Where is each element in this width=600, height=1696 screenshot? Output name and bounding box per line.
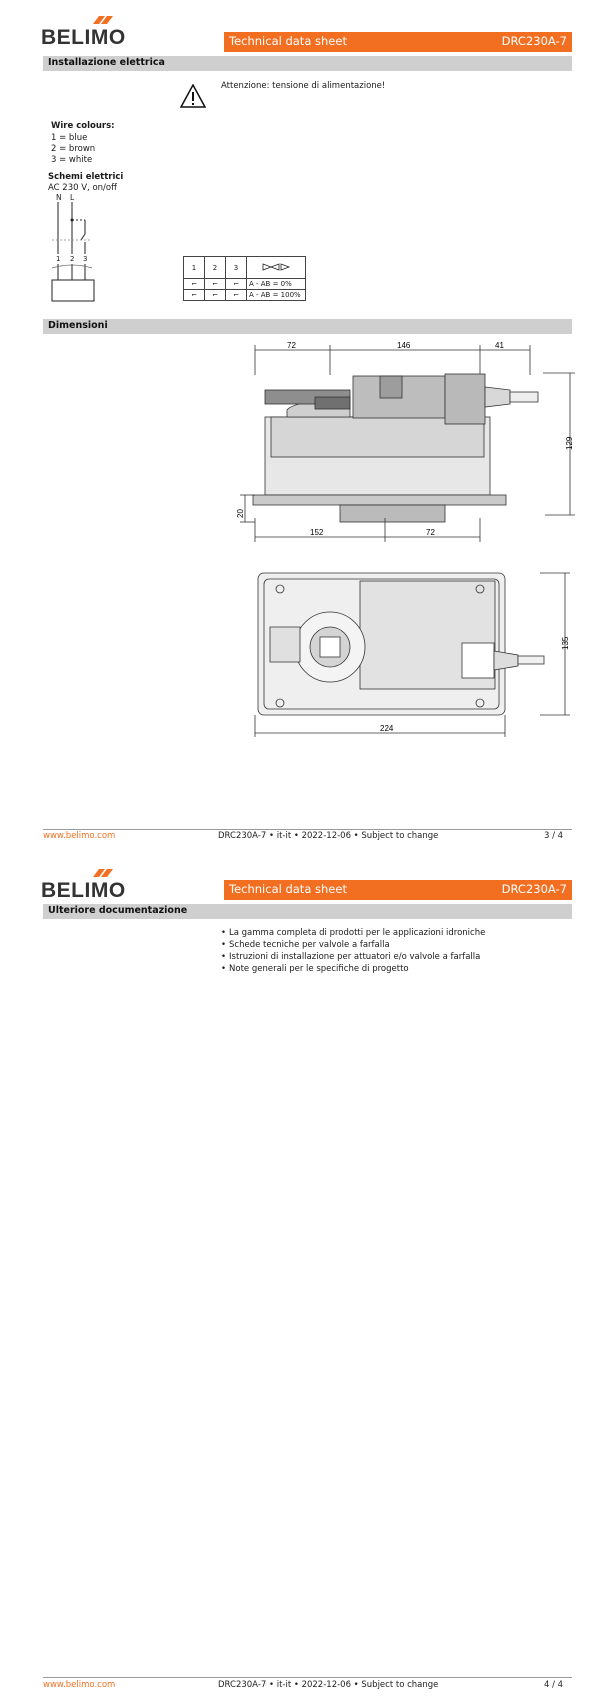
- valve-symbol-icon: [247, 257, 306, 279]
- dim-top-146: 146: [397, 341, 411, 350]
- terminal-l: L: [70, 193, 75, 202]
- switch-col-2: 2: [205, 257, 226, 279]
- dim-base-20: 20: [236, 509, 245, 518]
- plan-view-drawing: [240, 565, 575, 740]
- docs-list-item: • Note generali per le specifiche di progetto: [221, 963, 485, 975]
- wire-colour-1: 1 = blue: [51, 133, 88, 143]
- wiring-diagram: [48, 200, 98, 304]
- switch-row-100: A - AB = 100%: [247, 290, 306, 301]
- terminal-3: 3: [83, 255, 88, 263]
- logo-text: BELIMO: [41, 879, 126, 902]
- terminal-n: N: [56, 193, 62, 202]
- docs-list: [221, 927, 485, 975]
- switch-symbol-icon: ⌐: [184, 279, 205, 290]
- wire-colour-2: 2 = brown: [51, 144, 96, 154]
- section-header-dimensions: [43, 319, 572, 334]
- warning-text: Attenzione: tensione di alimentazione!: [221, 81, 386, 91]
- switch-symbol-icon: ⌐: [226, 290, 247, 301]
- footer-website-link[interactable]: www.belimo.com: [43, 831, 116, 841]
- page-4: [0, 848, 600, 1696]
- schemes-subtitle: AC 230 V, on/off: [48, 183, 117, 193]
- switch-symbol-icon: ⌐: [184, 290, 205, 301]
- belimo-logo: [41, 16, 126, 49]
- switch-col-3: 3: [226, 257, 247, 279]
- terminal-1: 1: [56, 255, 61, 263]
- wire-colours-title: Wire colours:: [51, 121, 115, 131]
- product-code: DRC230A-7: [501, 882, 567, 896]
- dim-top-41: 41: [495, 341, 504, 350]
- docs-list-item: • Istruzioni di installazione per attuatori e/o valvole a farfalla: [221, 951, 485, 963]
- section-title: Installazione elettrica: [48, 57, 165, 68]
- logo-text: BELIMO: [41, 26, 126, 49]
- section-header-docs: [43, 904, 572, 919]
- section-header-electrical: [43, 56, 572, 71]
- section-title: Ulteriore documentazione: [48, 905, 188, 916]
- footer-divider: [43, 829, 572, 830]
- docs-list-item: • Schede tecniche per valvole a farfalla: [221, 939, 485, 951]
- dim-bottom-152: 152: [310, 528, 324, 537]
- dim-plan-224: 224: [380, 724, 394, 733]
- dim-top-72: 72: [287, 341, 296, 350]
- terminal-2: 2: [70, 255, 75, 263]
- schemes-title: Schemi elettrici: [48, 172, 124, 182]
- switch-symbol-icon: ⌐: [205, 290, 226, 301]
- footer-info: DRC230A-7 • it-it • 2022-12-06 • Subject to change: [218, 1680, 439, 1690]
- footer-info: DRC230A-7 • it-it • 2022-12-06 • Subject to change: [218, 831, 439, 841]
- footer-website-link[interactable]: www.belimo.com: [43, 1680, 116, 1690]
- doc-type: Technical data sheet: [229, 34, 347, 48]
- footer-page-number: 4 / 4: [544, 1680, 564, 1690]
- switch-col-1: 1: [184, 257, 205, 279]
- title-bar: [224, 880, 572, 900]
- title-bar: [224, 32, 572, 52]
- wire-colour-3: 3 = white: [51, 155, 93, 165]
- footer-page-number: 3 / 4: [544, 831, 564, 841]
- dim-height-129: 129: [565, 436, 574, 450]
- product-code: DRC230A-7: [501, 34, 567, 48]
- switch-symbol-icon: ⌐: [205, 279, 226, 290]
- dim-plan-135: 135: [561, 636, 570, 650]
- dim-bottom-72: 72: [426, 528, 435, 537]
- warning-icon: [180, 84, 206, 108]
- belimo-logo: [41, 869, 126, 902]
- section-title: Dimensioni: [48, 320, 108, 331]
- switch-table: [183, 256, 306, 301]
- switch-row-0: A - AB = 0%: [247, 279, 306, 290]
- side-view-drawing: [225, 340, 575, 545]
- docs-list-item: • La gamma completa di prodotti per le applicazioni idroniche: [221, 927, 485, 939]
- footer-divider: [43, 1677, 572, 1678]
- switch-symbol-icon: ⌐: [226, 279, 247, 290]
- doc-type: Technical data sheet: [229, 882, 347, 896]
